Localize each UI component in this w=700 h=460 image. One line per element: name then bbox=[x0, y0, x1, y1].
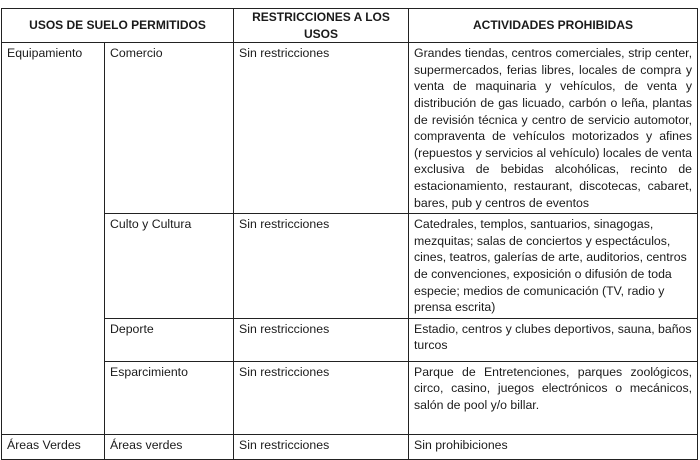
use-cell: Culto y Cultura bbox=[105, 214, 234, 319]
land-use-table bbox=[1, 8, 698, 460]
prohibited-cell: Catedrales, templos, santuarios, sinagogas, mezquitas; salas de conciertos y espectáculos, cines, teatros, galerías de arte, auditorios, centros de convenciones, exposición o difusión de toda especie; medios de comunicación (TV, radio y prensa escrita) bbox=[409, 214, 698, 319]
table-row bbox=[2, 318, 698, 361]
category-cell: Áreas Verdes bbox=[2, 434, 105, 459]
use-cell: Comercio bbox=[105, 43, 234, 214]
restriction-cell: Sin restricciones bbox=[234, 318, 409, 361]
header-restricciones: RESTRICCIONES A LOS USOS bbox=[234, 9, 409, 43]
prohibited-cell: Grandes tiendas, centros comerciales, strip center, supermercados, ferias libres, locales de compra y venta de maquinaria y vehículos, de venta y distribución de gas licuado, carbón o leña, plantas de revisión técnica y centro de servicio automotor, compraventa de vehículos motorizados y afines (repuestos y servicios al vehículo) locales de venta exclusiva de bebidas alcohólicas, recinto de estacionamiento, restaurant, discotecas, cabaret, bares, pub y centros de eventos bbox=[409, 43, 698, 214]
category-cell: Equipamiento bbox=[2, 43, 105, 435]
use-cell: Deporte bbox=[105, 318, 234, 361]
use-cell: Esparcimiento bbox=[105, 361, 234, 434]
restriction-cell: Sin restricciones bbox=[234, 434, 409, 459]
use-cell: Áreas verdes bbox=[105, 434, 234, 459]
table-row bbox=[2, 434, 698, 459]
table-row bbox=[2, 214, 698, 319]
header-actividades: ACTIVIDADES PROHIBIDAS bbox=[409, 9, 698, 43]
table-row bbox=[2, 43, 698, 214]
prohibited-cell: Sin prohibiciones bbox=[409, 434, 698, 459]
restriction-cell: Sin restricciones bbox=[234, 361, 409, 434]
prohibited-cell: Estadio, centros y clubes deportivos, sauna, baños turcos bbox=[409, 318, 698, 361]
table-row bbox=[2, 361, 698, 434]
restriction-cell: Sin restricciones bbox=[234, 43, 409, 214]
restriction-cell: Sin restricciones bbox=[234, 214, 409, 319]
header-usos: USOS DE SUELO PERMITIDOS bbox=[2, 9, 234, 43]
header-row bbox=[2, 9, 698, 43]
prohibited-cell: Parque de Entretenciones, parques zoológicos, circo, casino, juegos electrónicos o mecánicos, salón de pool y/o billar. bbox=[409, 361, 698, 434]
